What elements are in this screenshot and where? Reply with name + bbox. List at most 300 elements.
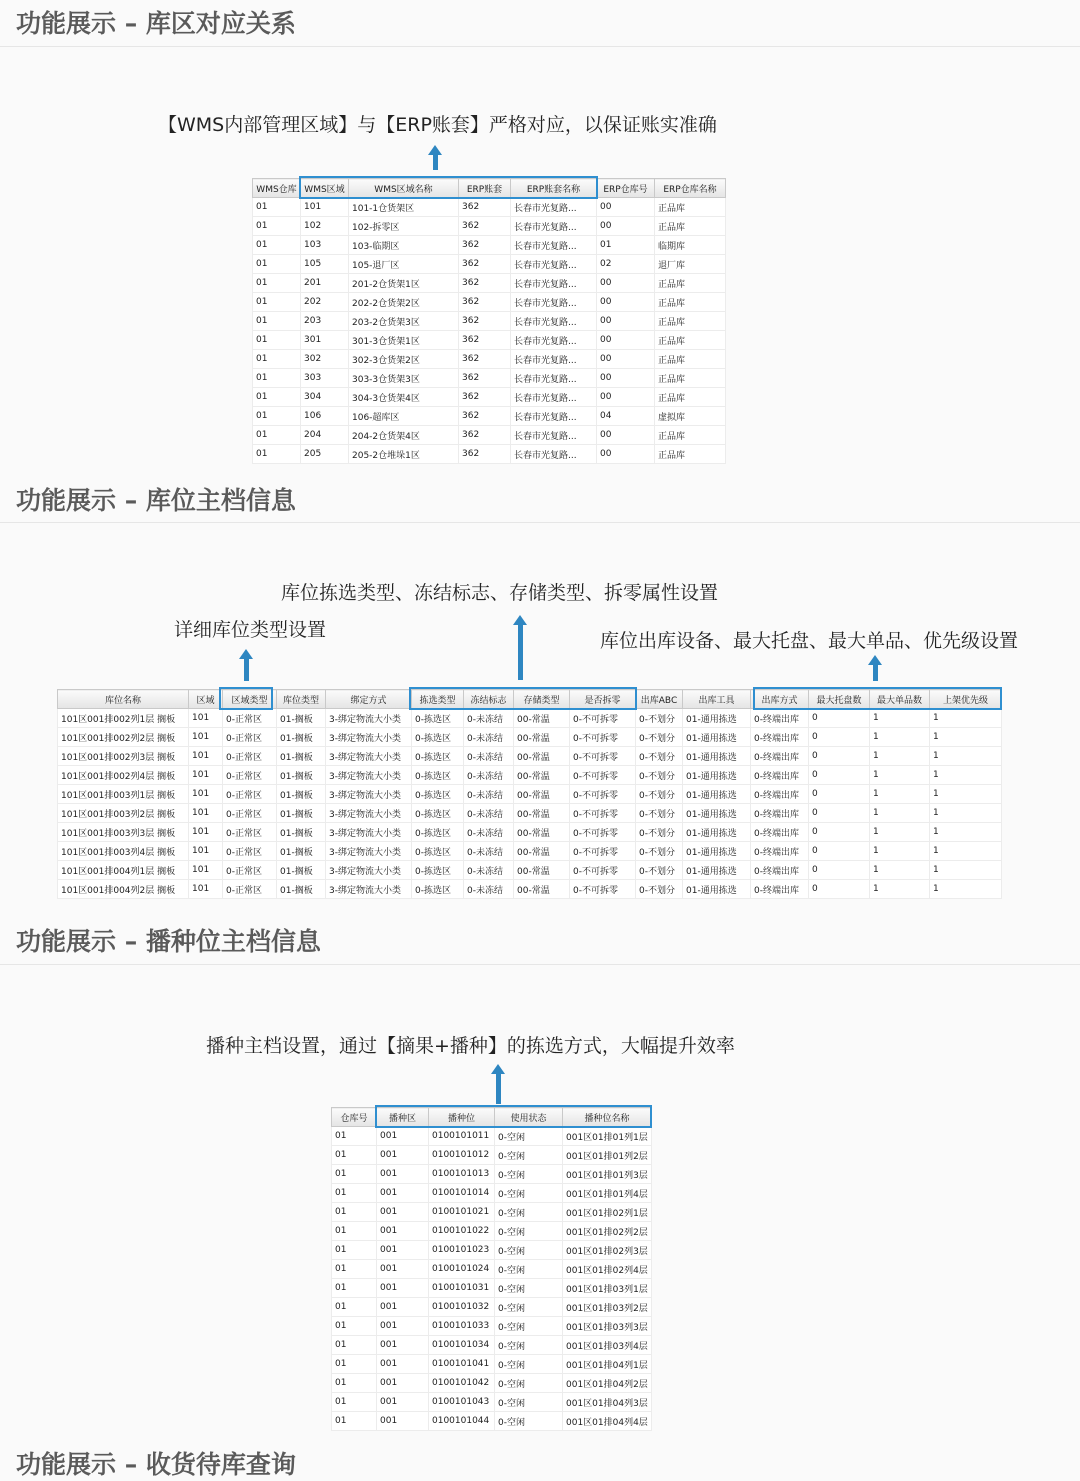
table-cell: 0-不可拆零 [570,747,636,766]
table-cell: 00 [597,426,655,445]
table-cell: 0-空闲 [495,1222,563,1241]
table-cell: 3-绑定物流大小类 [326,728,412,747]
table-cell: 0100101013 [429,1165,495,1184]
table-cell: 0-空闲 [495,1317,563,1336]
table-cell: 01 [332,1393,377,1412]
table-cell: 0-未冻结 [464,823,514,842]
column-header[interactable]: 冻结标志 [464,690,514,709]
table-cell: 01-通用拣选 [683,823,751,842]
table-cell: 00-常温 [514,747,570,766]
table-cell: 00-常温 [514,823,570,842]
table-row[interactable] [332,1203,652,1222]
table-cell: 长春市光复路... [511,312,597,331]
table-cell: 01 [332,1298,377,1317]
table-row[interactable] [58,823,1002,842]
table-cell: 00-常温 [514,804,570,823]
table-cell: 0-终端出库 [751,880,809,899]
table-cell: 0-拣选区 [412,880,464,899]
table-cell: 01 [253,445,301,464]
column-header[interactable]: 播种区 [377,1108,429,1127]
column-header[interactable]: WMS区域名称 [349,179,459,198]
table-cell: 1 [930,747,1002,766]
table-cell: 1 [930,766,1002,785]
table-cell: 正品库 [655,331,726,350]
caption-outbound-settings: 库位出库设备、最大托盘、最大单品、优先级设置 [600,630,1019,652]
table-row[interactable] [332,1298,652,1317]
table-row[interactable] [253,331,726,350]
table-row[interactable] [58,747,1002,766]
column-header[interactable]: ERP账套名称 [511,179,597,198]
table-cell: 3-绑定物流大小类 [326,747,412,766]
table-cell: 304-3仓货架4区 [349,388,459,407]
table-cell: 01-搁板 [277,766,326,785]
table-cell: 0-未冻结 [464,804,514,823]
table-cell: 01 [253,331,301,350]
table-row[interactable] [253,198,726,217]
table-row[interactable] [332,1279,652,1298]
table-cell: 长春市光复路... [511,426,597,445]
table-row[interactable] [253,407,726,426]
column-header[interactable]: 库位名称 [58,690,189,709]
table-cell: 101 [189,880,223,899]
table-row[interactable] [332,1336,652,1355]
table-cell: 101 [189,747,223,766]
table-row[interactable] [58,842,1002,861]
section-divider [0,522,1080,523]
table-cell: 001 [377,1203,429,1222]
table-cell: 3-绑定物流大小类 [326,804,412,823]
table-cell: 101 [301,198,349,217]
table-cell: 362 [459,388,511,407]
column-header[interactable]: ERP仓库号 [597,179,655,198]
table-row[interactable] [332,1241,652,1260]
table-row[interactable] [253,255,726,274]
table-cell: 01-通用拣选 [683,861,751,880]
table-cell: 01 [332,1412,377,1431]
table-row[interactable] [58,804,1002,823]
column-header[interactable]: 是否拆零 [570,690,636,709]
table-cell: 0-正常区 [223,804,277,823]
table-cell: 00 [597,445,655,464]
table-cell: 0-未冻结 [464,880,514,899]
section-divider [0,964,1080,965]
table-cell: 1 [870,880,930,899]
table-cell: 01 [332,1146,377,1165]
table-cell: 0-不划分 [636,709,683,728]
column-header[interactable]: 播种位 [429,1108,495,1127]
table-row[interactable] [253,426,726,445]
table-cell: 001区01排03列2层 [563,1298,652,1317]
table-cell: 1 [870,861,930,880]
table-cell: 长春市光复路... [511,369,597,388]
table-cell: 0-未冻结 [464,785,514,804]
table-cell: 0-正常区 [223,766,277,785]
table-cell: 长春市光复路... [511,388,597,407]
table-cell: 01-搁板 [277,728,326,747]
table-cell: 1 [870,785,930,804]
table-cell: 长春市光复路... [511,255,597,274]
table-cell: 01-搁板 [277,709,326,728]
table-cell: 0-不划分 [636,728,683,747]
table-cell: 362 [459,426,511,445]
table-cell: 01-通用拣选 [683,804,751,823]
table-cell: 0100101011 [429,1127,495,1146]
table-cell: 201 [301,274,349,293]
column-header[interactable]: 库位类型 [277,690,326,709]
table-cell: 0-终端出库 [751,823,809,842]
table-cell: 0 [809,709,870,728]
table-row[interactable] [58,880,1002,899]
table-cell: 201-2仓货架1区 [349,274,459,293]
table-cell: 0-空闲 [495,1393,563,1412]
table-cell: 101区001排002列1层 搁板 [58,709,189,728]
table-row[interactable] [253,350,726,369]
table-cell: 362 [459,369,511,388]
table-cell: 0100101014 [429,1184,495,1203]
table-cell: 1 [930,823,1002,842]
table-cell: 正品库 [655,293,726,312]
table-cell: 106 [301,407,349,426]
up-arrow-icon [868,655,882,681]
zone-mapping-table [252,178,726,464]
column-header[interactable]: 存储类型 [514,690,570,709]
table-cell: 101 [189,804,223,823]
column-header[interactable]: 出库方式 [751,690,809,709]
table-cell: 101 [189,861,223,880]
table-cell: 3-绑定物流大小类 [326,766,412,785]
table-row[interactable] [332,1165,652,1184]
table-cell: 01-通用拣选 [683,709,751,728]
section-title-seeding-master: 功能展示 – 播种位主档信息 [16,927,321,956]
table-cell: 0 [809,728,870,747]
table-cell: 0100101021 [429,1203,495,1222]
column-header[interactable]: 出库工具 [683,690,751,709]
table-cell: 001 [377,1279,429,1298]
table-cell: 3-绑定物流大小类 [326,861,412,880]
table-cell: 0-拣选区 [412,804,464,823]
table-cell: 0-正常区 [223,709,277,728]
table-cell: 0-终端出库 [751,785,809,804]
table-cell: 0-正常区 [223,861,277,880]
table-cell: 0 [809,880,870,899]
table-cell: 205-2仓堆垛1区 [349,445,459,464]
column-header[interactable]: 最大托盘数 [809,690,870,709]
table-cell: 001 [377,1146,429,1165]
table-row[interactable] [332,1317,652,1336]
table-cell: 303 [301,369,349,388]
column-header[interactable]: 区域类型 [223,690,277,709]
table-row[interactable] [58,785,1002,804]
table-cell: 1 [870,823,930,842]
table-cell: 0100101033 [429,1317,495,1336]
table-cell: 203 [301,312,349,331]
caption-seeding-settings: 播种主档设置，通过【摘果+播种】的拣选方式，大幅提升效率 [206,1035,735,1057]
table-cell: 0-终端出库 [751,766,809,785]
table-row[interactable] [332,1146,652,1165]
table-cell: 0-拣选区 [412,766,464,785]
table-cell: 00-常温 [514,766,570,785]
up-arrow-icon [239,649,253,681]
table-cell: 303-3仓货架3区 [349,369,459,388]
column-header[interactable]: 出库ABC [636,690,683,709]
table-cell: 01-搁板 [277,880,326,899]
table-cell: 203-2仓货架3区 [349,312,459,331]
table-row[interactable] [253,312,726,331]
table-cell: 0-拣选区 [412,709,464,728]
table-cell: 0-空闲 [495,1260,563,1279]
table-row[interactable] [253,293,726,312]
table-cell: 长春市光复路... [511,407,597,426]
table-cell: 205 [301,445,349,464]
table-cell: 362 [459,236,511,255]
table-row[interactable] [253,369,726,388]
caption-location-settings: 库位拣选类型、冻结标志、存储类型、拆零属性设置 [281,582,719,604]
table-cell: 362 [459,274,511,293]
table-cell: 001区01排02列1层 [563,1203,652,1222]
column-header[interactable]: 区域 [189,690,223,709]
table-cell: 正品库 [655,445,726,464]
column-header[interactable]: 使用状态 [495,1108,563,1127]
table-row[interactable] [253,274,726,293]
table-cell: 101区001排002列3层 搁板 [58,747,189,766]
table-row[interactable] [253,236,726,255]
table-cell: 0-未冻结 [464,861,514,880]
table-cell: 0-正常区 [223,785,277,804]
table-cell: 001 [377,1336,429,1355]
table-cell: 正品库 [655,369,726,388]
table-cell: 0100101032 [429,1298,495,1317]
table-row[interactable] [332,1127,652,1146]
table-cell: 00-常温 [514,861,570,880]
table-cell: 01 [253,426,301,445]
table-row[interactable] [58,728,1002,747]
table-cell: 362 [459,198,511,217]
table-cell: 362 [459,331,511,350]
table-cell: 01 [253,293,301,312]
table-cell: 01-搁板 [277,861,326,880]
table-cell: 001区01排04列3层 [563,1393,652,1412]
table-cell: 长春市光复路... [511,274,597,293]
table-cell: 103-临期区 [349,236,459,255]
table-cell: 0-空闲 [495,1374,563,1393]
table-cell: 00-常温 [514,880,570,899]
table-cell: 362 [459,312,511,331]
table-cell: 202-2仓货架2区 [349,293,459,312]
table-cell: 301-3仓货架1区 [349,331,459,350]
table-cell: 01 [332,1336,377,1355]
table-cell: 101区001排004列1层 搁板 [58,861,189,880]
table-cell: 001区01排01列1层 [563,1127,652,1146]
table-cell: 101区001排003列4层 搁板 [58,842,189,861]
table-cell: 0-空闲 [495,1355,563,1374]
column-header[interactable]: 最大单品数 [870,690,930,709]
table-cell: 0-不划分 [636,804,683,823]
table-cell: 0 [809,842,870,861]
table-row[interactable] [332,1374,652,1393]
table-cell: 1 [870,728,930,747]
table-row[interactable] [332,1355,652,1374]
table-cell: 0-终端出库 [751,747,809,766]
table-cell: 01 [332,1279,377,1298]
table-cell: 长春市光复路... [511,236,597,255]
table-cell: 01-通用拣选 [683,880,751,899]
up-arrow-icon [428,145,442,170]
table-cell: 1 [930,880,1002,899]
location-master-table [57,689,1002,899]
table-cell: 00 [597,331,655,350]
table-cell: 0 [809,766,870,785]
table-cell: 0-终端出库 [751,728,809,747]
table-cell: 101区001排002列2层 搁板 [58,728,189,747]
table-cell: 103 [301,236,349,255]
table-cell: 00-常温 [514,728,570,747]
table-cell: 0-空闲 [495,1336,563,1355]
table-cell: 0-不可拆零 [570,709,636,728]
table-cell: 001 [377,1317,429,1336]
table-row[interactable] [332,1222,652,1241]
table-cell: 01 [332,1260,377,1279]
section-title-receiving-query: 功能展示 – 收货待库查询 [16,1450,296,1479]
table-cell: 0-空闲 [495,1412,563,1431]
table-cell: 001区01排04列1层 [563,1355,652,1374]
table-cell: 01 [332,1165,377,1184]
table-cell: 01 [253,198,301,217]
table-cell: 101 [189,766,223,785]
column-header[interactable]: 绑定方式 [326,690,412,709]
table-cell: 362 [459,217,511,236]
table-cell: 101区001排003列3层 搁板 [58,823,189,842]
table-cell: 202 [301,293,349,312]
table-cell: 00 [597,369,655,388]
column-header[interactable]: 仓库号 [332,1108,377,1127]
table-cell: 0100101043 [429,1393,495,1412]
table-cell: 01-通用拣选 [683,842,751,861]
table-cell: 3-绑定物流大小类 [326,823,412,842]
table-cell: 01-搁板 [277,785,326,804]
table-cell: 01 [332,1222,377,1241]
table-cell: 101 [189,842,223,861]
table-cell: 长春市光复路... [511,293,597,312]
table-cell: 0 [809,747,870,766]
table-cell: 0-空闲 [495,1298,563,1317]
table-cell: 0-空闲 [495,1127,563,1146]
caption-zone-mapping: 【WMS内部管理区域】与【ERP账套】严格对应，以保证账实准确 [158,114,717,136]
table-cell: 01 [253,407,301,426]
table-cell: 0-未冻结 [464,842,514,861]
column-header[interactable]: ERP账套 [459,179,511,198]
table-cell: 0-拣选区 [412,728,464,747]
table-cell: 长春市光复路... [511,445,597,464]
table-cell: 0-正常区 [223,747,277,766]
table-cell: 001 [377,1393,429,1412]
table-row[interactable] [332,1184,652,1203]
table-cell: 01 [253,388,301,407]
column-header[interactable]: ERP仓库名称 [655,179,726,198]
table-cell: 362 [459,350,511,369]
table-cell: 退厂库 [655,255,726,274]
table-cell: 0-未冻结 [464,709,514,728]
table-cell: 362 [459,445,511,464]
table-cell: 001 [377,1222,429,1241]
table-cell: 0-空闲 [495,1279,563,1298]
table-row[interactable] [58,766,1002,785]
table-row[interactable] [58,861,1002,880]
column-header[interactable]: WMS仓库 [253,179,301,198]
table-cell: 正品库 [655,217,726,236]
table-cell: 长春市光复路... [511,350,597,369]
table-row[interactable] [58,709,1002,728]
table-row[interactable] [253,388,726,407]
table-cell: 105 [301,255,349,274]
table-cell: 001区01排03列4层 [563,1336,652,1355]
table-cell: 3-绑定物流大小类 [326,842,412,861]
table-cell: 04 [597,407,655,426]
table-cell: 01 [253,255,301,274]
table-cell: 3-绑定物流大小类 [326,709,412,728]
table-cell: 0-不划分 [636,861,683,880]
table-cell: 01 [253,236,301,255]
table-cell: 虚拟库 [655,407,726,426]
table-cell: 0 [809,785,870,804]
table-cell: 102 [301,217,349,236]
table-cell: 0-正常区 [223,823,277,842]
table-row[interactable] [332,1412,652,1431]
table-cell: 302-3仓货架2区 [349,350,459,369]
table-cell: 362 [459,255,511,274]
table-cell: 0-正常区 [223,880,277,899]
table-cell: 01 [332,1203,377,1222]
section-divider [0,46,1080,47]
table-cell: 101区001排003列2层 搁板 [58,804,189,823]
table-cell: 304 [301,388,349,407]
table-cell: 0-未冻结 [464,747,514,766]
table-cell: 1 [930,804,1002,823]
table-row[interactable] [253,445,726,464]
table-cell: 0-不可拆零 [570,861,636,880]
table-cell: 101区001排004列2层 搁板 [58,880,189,899]
table-cell: 正品库 [655,388,726,407]
table-cell: 01 [253,369,301,388]
table-cell: 00 [597,312,655,331]
table-row[interactable] [332,1260,652,1279]
table-cell: 0100101023 [429,1241,495,1260]
column-header[interactable]: 播种位名称 [563,1108,652,1127]
table-cell: 101 [189,785,223,804]
table-cell: 101区001排003列1层 搁板 [58,785,189,804]
table-row[interactable] [332,1393,652,1412]
table-row[interactable] [253,217,726,236]
table-cell: 001 [377,1165,429,1184]
table-cell: 0-未冻结 [464,728,514,747]
table-cell: 00-常温 [514,842,570,861]
table-cell: 01 [253,217,301,236]
table-cell: 01-搁板 [277,747,326,766]
table-cell: 01 [253,274,301,293]
column-header[interactable]: 拣选类型 [412,690,464,709]
table-cell: 001 [377,1374,429,1393]
seeding-master-table [331,1107,652,1431]
table-cell: 00-常温 [514,709,570,728]
table-cell: 0 [809,823,870,842]
table-cell: 102-拆零区 [349,217,459,236]
table-cell: 1 [930,861,1002,880]
table-cell: 正品库 [655,350,726,369]
table-cell: 0-空闲 [495,1203,563,1222]
table-cell: 01 [332,1355,377,1374]
table-cell: 0-不划分 [636,880,683,899]
column-header[interactable]: 上架优先级 [930,690,1002,709]
column-header[interactable]: WMS区域 [301,179,349,198]
